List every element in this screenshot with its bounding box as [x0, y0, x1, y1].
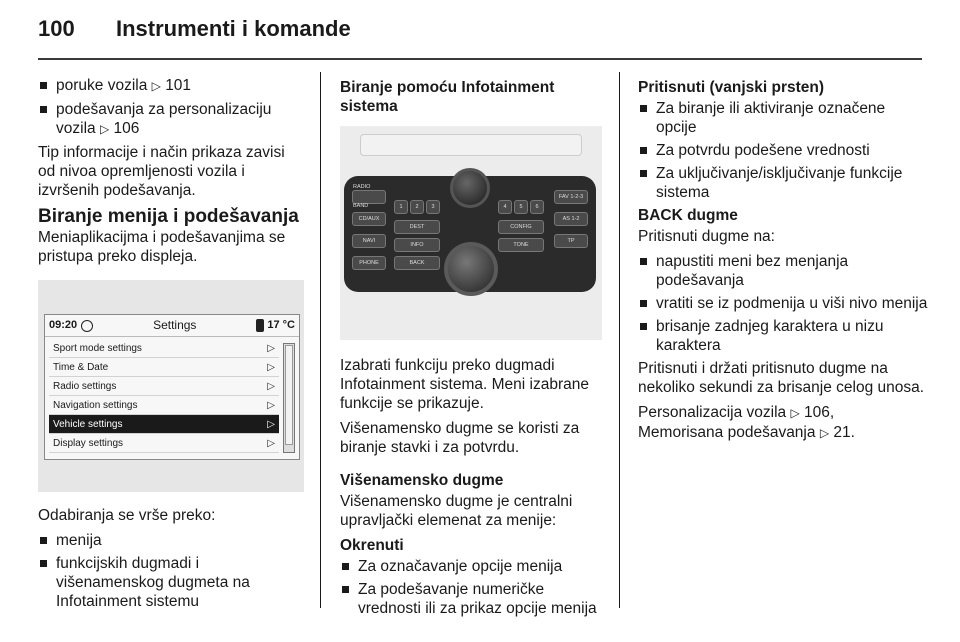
screen-title: Settings: [153, 318, 197, 332]
list-item: Za uključivanje/isključivanje funkcije sistema: [638, 164, 928, 202]
intro-paragraph: Meniaplikacijma i podešavanjima se pristupa preko displeja.: [38, 229, 286, 265]
chevron-right-icon: ▷: [267, 437, 275, 449]
list-item: poruke vozila ▷ 101: [38, 76, 304, 96]
paragraph: Višenamensko dugme se koristi za biranje stavki i za potvrdu.: [340, 420, 580, 456]
cross-reference: Personalizacija vozila ▷ 106, Memorisana podešavanja ▷ 21.: [638, 404, 855, 441]
config-button[interactable]: CONFIG: [498, 220, 544, 234]
fav-button[interactable]: FAV 1-2-3: [554, 190, 588, 204]
settings-item-selected[interactable]: Vehicle settings ▷: [49, 415, 279, 434]
scrollbar[interactable]: [283, 343, 295, 453]
back-button[interactable]: BACK: [394, 256, 440, 270]
scrollbar-thumb[interactable]: [285, 345, 293, 445]
list-item: vratiti se iz podmenija u viši nivo menija: [638, 294, 928, 313]
hold-paragraph: Pritisnuti i držati pritisnuto dugme na nekoliko sekundi za brisanje celog unosa.: [638, 360, 925, 396]
infotainment-panel-image: [340, 126, 602, 340]
settings-item[interactable]: Display settings ▷: [49, 434, 279, 453]
settings-screen-image: [38, 280, 304, 492]
column-divider-2: [619, 72, 620, 608]
page-ref-arrow-icon: ▷: [819, 426, 830, 440]
section-heading: Biranje pomoću Infotainment sistema: [340, 79, 555, 115]
thermometer-icon: [256, 319, 264, 332]
phone-button[interactable]: PHONE: [352, 256, 386, 270]
sub-heading: Višenamensko dugme: [340, 472, 504, 489]
list-item: menija: [38, 531, 304, 550]
press-heading: Pritisnuti (vanjski prsten): [638, 79, 825, 96]
tp-button[interactable]: TP: [554, 234, 588, 248]
section-heading: Biranje menija i podešavanja: [38, 206, 299, 227]
settings-item[interactable]: Radio settings ▷: [49, 377, 279, 396]
column-2: [340, 76, 610, 622]
preset-4-button[interactable]: 4: [498, 200, 512, 214]
panel-vent: [360, 134, 582, 156]
settings-list: [49, 339, 279, 453]
chevron-right-icon: ▷: [267, 342, 275, 354]
back-heading: BACK dugme: [638, 207, 738, 224]
list-item: podešavanja za personalizaciju vozila ▷ 106: [38, 100, 304, 139]
settings-item[interactable]: Navigation settings ▷: [49, 396, 279, 415]
chevron-right-icon: ▷: [267, 380, 275, 392]
paragraph: Izabrati funkciju preko dugmadi Infotainment sistema. Meni izabrane funkcije se prikazuje.: [340, 357, 589, 412]
preset-3-button[interactable]: 3: [426, 200, 440, 214]
navi-button[interactable]: NAVI: [352, 234, 386, 248]
preset-1-button[interactable]: 1: [394, 200, 408, 214]
back-intro: Pritisnuti dugme na:: [638, 228, 775, 245]
turn-heading: Okrenuti: [340, 537, 404, 554]
list-item: brisanje zadnjeg karaktera u nizu karaktera: [638, 317, 928, 355]
radio-band-button[interactable]: RADIO BAND: [352, 190, 386, 204]
preset-5-button[interactable]: 5: [514, 200, 528, 214]
page-title: Instrumenti i komande: [116, 16, 351, 41]
dest-button[interactable]: DEST: [394, 220, 440, 234]
settings-item[interactable]: Sport mode settings ▷: [49, 339, 279, 358]
as-button[interactable]: AS 1-2: [554, 212, 588, 226]
screen-status-bar: [45, 315, 299, 337]
list-item: Za biranje ili aktiviranje označene opcije: [638, 99, 928, 137]
list-item: Za podešavanje numeričke vrednosti ili za prikaz opcije menija: [340, 580, 610, 618]
column-divider-1: [320, 72, 321, 608]
chevron-right-icon: ▷: [267, 418, 275, 430]
page-ref-arrow-icon: ▷: [790, 406, 800, 420]
clock-icon: [81, 320, 93, 332]
list-item: napustiti meni bez menjanja podešavanja: [638, 252, 928, 290]
chevron-right-icon: ▷: [267, 399, 275, 411]
header-rule: [38, 58, 922, 60]
volume-knob[interactable]: [450, 168, 490, 208]
column-1: [38, 76, 304, 615]
paragraph: Višenamensko dugme je centralni upravljački elemenat za menije:: [340, 493, 573, 529]
screen-time: 09:20: [49, 319, 78, 331]
settings-item[interactable]: Time & Date ▷: [49, 358, 279, 377]
page-number: 100: [38, 16, 75, 41]
select-intro: Odabiranja se vrše preko:: [38, 507, 216, 524]
screen-temperature: 17 °C: [267, 319, 295, 331]
page-ref-arrow-icon: ▷: [151, 79, 161, 93]
tip-paragraph: Tip informacije i način prikaza zavisi od nivoa opremljenosti vozila i izvršenih podešavanja.: [38, 144, 285, 199]
page-header: [38, 16, 351, 56]
list-item: Za označavanje opcije menija: [340, 557, 610, 576]
list-item: Za potvrdu podešene vrednosti: [638, 141, 928, 160]
tone-button[interactable]: TONE: [498, 238, 544, 252]
info-button[interactable]: INFO: [394, 238, 440, 252]
settings-screen: [44, 314, 300, 460]
column-3: [638, 76, 928, 449]
list-item: funkcijskih dugmadi i višenamenskog dugmeta na Infotainment sistemu: [38, 554, 304, 611]
cd-aux-button[interactable]: CD/AUX: [352, 212, 386, 226]
chevron-right-icon: ▷: [267, 361, 275, 373]
page-ref-arrow-icon: ▷: [99, 122, 110, 136]
multifunction-knob[interactable]: [444, 242, 498, 296]
preset-6-button[interactable]: 6: [530, 200, 544, 214]
preset-2-button[interactable]: 2: [410, 200, 424, 214]
